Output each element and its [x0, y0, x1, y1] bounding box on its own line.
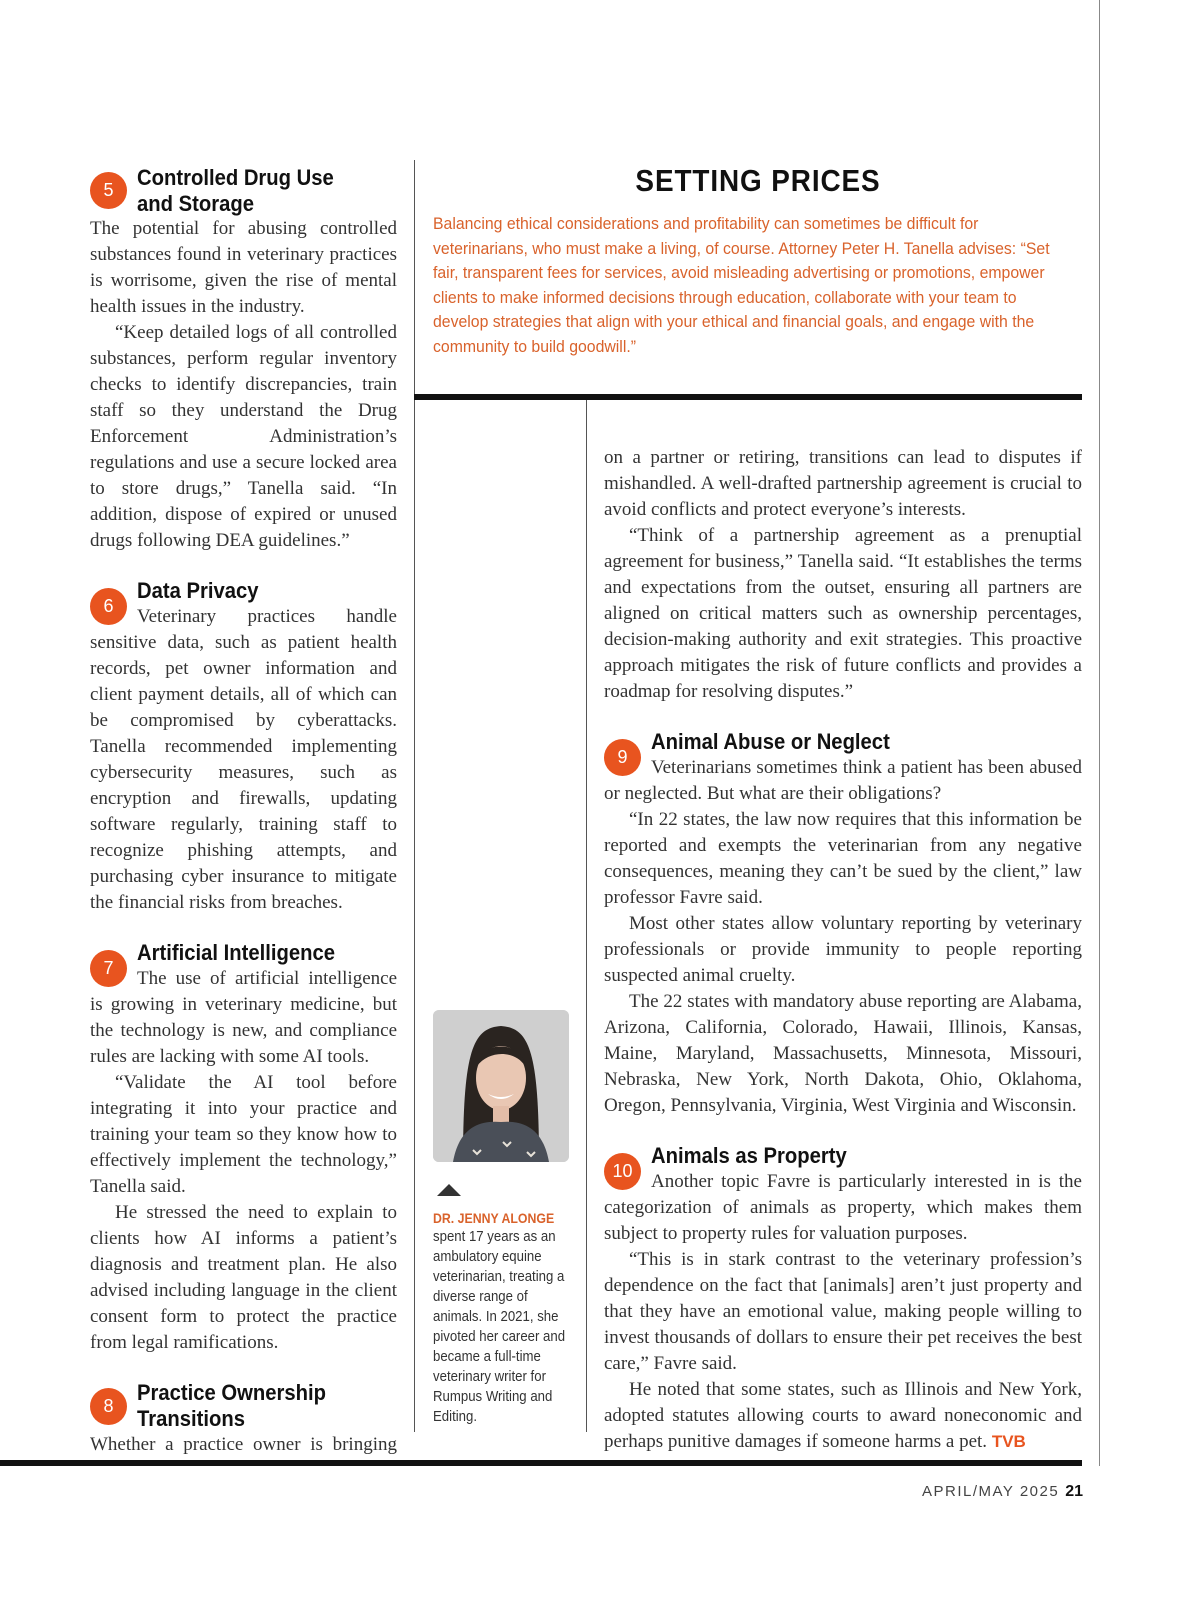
- setting-prices-sidebar: [433, 163, 1083, 359]
- sidebar-bottom-rule: [414, 394, 1082, 400]
- sidebar-title: SETTING PRICES: [635, 163, 881, 198]
- page-edge-rule: [1099, 0, 1100, 1466]
- paragraph-text: He noted that some states, such as Illinois and New York, adopted statutes allowing courts to award noneconomic and perhaps punitive damages if someone harms a pet.: [604, 1379, 1082, 1452]
- paragraph: The 22 states with mandatory abuse reporting are Alabama, Arizona, California, Colorado, Hawaii, Illinois, Kansas, Maine, Maryland, Massachusetts, Minnesota, Missouri, Nebraska, New York, North Dakota, Ohio, Oklahoma, Oregon, Pennsylvania, Virginia, West Virginia and Wisconsin.: [604, 991, 1082, 1116]
- paragraph: “Think of a partnership agreement as a prenuptial agreement for business,” Tanella said. “It establishes the terms and expectations from the outset, ensuring all partners are aligned on critical matters such as ownership percentages, decision-making authority and exit strategies. This proactive approach mitigates the risk of future conflicts and provides a roadmap for resolving disputes.”: [604, 525, 1082, 702]
- paragraph: [604, 1377, 1082, 1455]
- paragraph: Veterinary practices handle sensitive data, such as patient health records, pet owner information and client payment details, all of which can be compromised by cyberattacks. Tanella recommended implementing cybersecurity measures, such as encryption and firewalls, updating software regularly, training staff to recognize phishing attempts, and purchasing cyber insurance to mitigate the financial risks from breaches.: [90, 606, 397, 913]
- section-number-badge: 5: [90, 172, 127, 209]
- page-number: 21: [1065, 1483, 1083, 1500]
- section-heading: Data Privacy: [137, 578, 259, 603]
- section-6: [90, 578, 397, 916]
- section-9: [604, 729, 1082, 1119]
- left-column: [90, 165, 397, 1458]
- section-heading: Animals as Property: [651, 1143, 847, 1168]
- paragraph: Whether a practice owner is bringing: [90, 1434, 397, 1455]
- section-heading: Controlled Drug Use: [137, 165, 334, 190]
- paragraph: He stressed the need to explain to clients how AI informs a patient’s diagnosis and treatment plan. He also advised including language in the client consent form to protect the practice from legal ramifications.: [90, 1202, 397, 1353]
- section-number-badge: 8: [90, 1388, 127, 1425]
- column-divider-left: [414, 160, 415, 1432]
- section-5: [90, 165, 397, 554]
- section-heading: Artificial Intelligence: [137, 940, 335, 965]
- author-name: DR. JENNY ALONGE: [433, 1210, 555, 1226]
- paragraph: The potential for abusing controlled substances found in veterinary practices is worrisome, given the rise of mental health issues in the industry.: [90, 218, 397, 317]
- tvb-end-mark-logo: TVB: [991, 1432, 1026, 1451]
- paragraph: Veterinarians sometimes think a patient has been abused or neglected. But what are their obligations?: [604, 757, 1082, 804]
- author-caption: [433, 1210, 593, 1427]
- author-bio: spent 17 years as an ambulatory equine veterinarian, treating a diverse range of animals. In 2021, she pivoted her career and became a full-time veterinary writer for Rumpus Writing and Editing.: [433, 1228, 566, 1425]
- right-column: [604, 445, 1082, 1455]
- paragraph: on a partner or retiring, transitions can lead to disputes if mishandled. A well-drafted partnership agreement is crucial to avoid conflicts and protect everyone’s interests.: [604, 447, 1082, 520]
- section-number-badge: 10: [604, 1153, 641, 1190]
- issue-date: APRIL/MAY 2025: [922, 1483, 1060, 1500]
- section-heading: Transitions: [137, 1406, 245, 1431]
- sidebar-text: Balancing ethical considerations and profitability can sometimes be difficult for veterinarians, who must make a living, of course. Attorney Peter H. Tanella advises: “Set fair, transparent fees for services, avoid misleading advertising or promotions, empower clients to make informed decisions through education, collaborate with your team to develop strategies that align with your ethical and financial goals, and engage with the community to build goodwill.”: [433, 214, 1050, 356]
- author-photo: [433, 1010, 569, 1162]
- section-number-badge: 7: [90, 950, 127, 987]
- section-10: [604, 1143, 1082, 1455]
- paragraph: “Validate the AI tool before integrating it into your practice and training your team so they know how to effectively implement the technology,” Tanella said.: [90, 1072, 397, 1197]
- page-footer: [922, 1483, 1083, 1501]
- section-heading: Practice Ownership: [137, 1380, 326, 1405]
- section-heading: and Storage: [137, 191, 254, 216]
- paragraph: “In 22 states, the law now requires that this information be reported and exempts the veterinarian from any negative consequences, meaning they can’t be sued by the client,” law professor Favre said.: [604, 809, 1082, 908]
- section-number-badge: 6: [90, 588, 127, 625]
- paragraph: The use of artificial intelligence is growing in veterinary medicine, but the technology is new, and compliance rules are lacking with some AI tools.: [90, 968, 397, 1067]
- section-7: [90, 940, 397, 1356]
- section-number-badge: 9: [604, 739, 641, 776]
- paragraph: Another topic Favre is particularly interested in is the categorization of animals as property, which makes them subject to property rules for valuation purposes.: [604, 1171, 1082, 1244]
- section-heading: Animal Abuse or Neglect: [651, 729, 890, 754]
- photo-pointer-icon: [437, 1184, 461, 1196]
- section-8: [90, 1380, 397, 1458]
- footer-rule: [0, 1460, 1082, 1466]
- paragraph: Most other states allow voluntary reporting by veterinary professionals or provide immunity to people reporting suspected animal cruelty.: [604, 913, 1082, 986]
- paragraph: “This is in stark contrast to the veterinary profession’s dependence on the fact that [animals] aren’t just property and that they have an emotional value, making people willing to invest thousands of dollars to ensure their pet receives the best care,” Favre said.: [604, 1249, 1082, 1374]
- paragraph: “Keep detailed logs of all controlled substances, perform regular inventory checks to identify discrepancies, train staff so they understand the Drug Enforcement Administration’s regulations and use a secure locked area to store drugs,” Tanella said. “In addition, dispose of expired or unused drugs following DEA guidelines.”: [90, 322, 397, 551]
